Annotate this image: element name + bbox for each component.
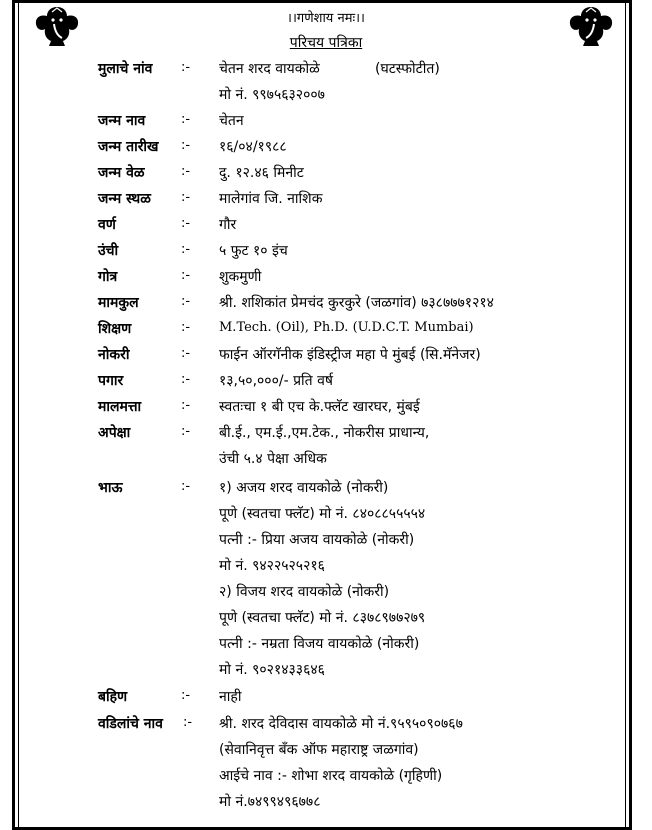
- birth-name-value: चेतन: [219, 113, 244, 129]
- height-label: उंची: [98, 243, 119, 259]
- gotra-label: गोत्र: [98, 269, 118, 285]
- height-value: ५ फुट १० इंच: [219, 243, 288, 259]
- brother-line: मो नं. ९४२२५२५२१६: [219, 558, 325, 574]
- birth-time-value: दु. १२.४६ मिनीट: [219, 165, 304, 181]
- birth-time-label: जन्म वेळ: [98, 165, 145, 181]
- job-label: नोकरी: [98, 347, 130, 363]
- property-value: स्वतःचा १ बी एच के.फ्लॅट खारघर, मुंबई: [219, 399, 420, 415]
- brother-line: मो नं. ९०२१४३३६४६: [219, 662, 325, 678]
- brother-line: १) अजय शरद वायकोळे (नोकरी): [219, 480, 389, 496]
- separator: :-: [181, 216, 191, 231]
- page-title: परिचय पत्रिका: [289, 35, 363, 51]
- name-value: चेतन शरद वायकोळे: [219, 61, 320, 77]
- complexion-label: वर्ण: [98, 217, 116, 233]
- brother-label: भाऊ: [98, 480, 123, 496]
- separator: :-: [181, 424, 191, 439]
- expectation-label: अपेक्षा: [98, 425, 131, 441]
- complexion-value: गौर: [219, 217, 237, 233]
- separator: :-: [181, 268, 191, 283]
- mother-mobile: मो नं.७४९९४९६७७८: [219, 794, 321, 810]
- mamkul-value: श्री. शशिकांत प्रेमचंद कुरकुरे (जळगांव) ७३८७७७१२१४: [219, 295, 494, 311]
- invocation-text: ।।गणेशाय नमः।।: [287, 11, 365, 26]
- separator: :-: [181, 294, 191, 309]
- birth-name-label: जन्म नाव: [98, 113, 146, 129]
- separator: :-: [181, 242, 191, 257]
- separator: :-: [181, 688, 191, 703]
- brother-line: पूणे (स्वतचा फ्लॅट) मो नं. ८४०८८५५५५४: [219, 506, 426, 522]
- separator: :-: [181, 164, 191, 179]
- education-label: शिक्षण: [98, 321, 132, 337]
- mother-line: आईचे नाव :- शोभा शरद वायकोळे (गृहिणी): [219, 768, 443, 784]
- separator: :-: [181, 320, 191, 335]
- birth-place-value: मालेगांव जि. नाशिक: [219, 191, 323, 207]
- brother-line: पत्नी :- प्रिया अजय वायकोळे (नोकरी): [219, 532, 415, 548]
- expectation-line: उंची ५.४ पेक्षा अधिक: [219, 451, 327, 467]
- dob-value: १६/०४/१९८८: [219, 139, 287, 155]
- marital-status: (घटस्फोटीत): [375, 61, 440, 77]
- mamkul-label: मामकुल: [98, 295, 139, 311]
- separator: :-: [181, 60, 191, 75]
- job-value: फाईन ऑरगॅनीक इंडिस्ट्रीज महा पे मुंबई (सि.मॅनेजर): [219, 347, 481, 363]
- gotra-value: शुकमुणी: [219, 269, 262, 285]
- property-label: मालमत्ता: [98, 399, 142, 415]
- dob-label: जन्म तारीख: [98, 139, 159, 155]
- separator: :-: [181, 138, 191, 153]
- birth-place-label: जन्म स्थळ: [98, 191, 151, 207]
- sister-label: बहिण: [98, 689, 128, 705]
- brother-line: पत्नी :- नम्रता विजय वायकोळे (नोकरी): [219, 636, 420, 652]
- separator: :-: [181, 372, 191, 387]
- expectation-line: बी.ई., एम.ई.,एम.टेक., नोकरीस प्राधान्य,: [219, 425, 430, 441]
- father-line: (सेवानिवृत्त बँक ऑफ महाराष्ट्र जळगांव): [219, 742, 419, 758]
- brother-line: २) विजय शरद वायकोळे (नोकरी): [219, 584, 390, 600]
- separator: :-: [181, 346, 191, 361]
- separator: :-: [181, 112, 191, 127]
- name-mobile: मो नं. ९९७५६३२००७: [219, 87, 325, 103]
- separator: :-: [183, 715, 193, 730]
- education-value: M.Tech. (Oil), Ph.D. (U.D.C.T. Mumbai): [219, 320, 474, 335]
- salary-value: १३,५०,०००/- प्रति वर्ष: [219, 373, 333, 389]
- sister-value: नाही: [219, 689, 242, 705]
- father-line: श्री. शरद देविदास वायकोळे मो नं.९५९५०९०७६७: [219, 716, 463, 732]
- father-label: वडिलांचे नाव: [98, 716, 163, 732]
- salary-label: पगार: [98, 373, 124, 389]
- separator: :-: [181, 398, 191, 413]
- separator: :-: [181, 190, 191, 205]
- brother-line: पूणे (स्वतचा फ्लॅट) मो नं. ८३७८९७७२७९: [219, 610, 426, 626]
- name-label: मुलाचे नांव: [98, 61, 153, 77]
- separator: :-: [181, 479, 191, 494]
